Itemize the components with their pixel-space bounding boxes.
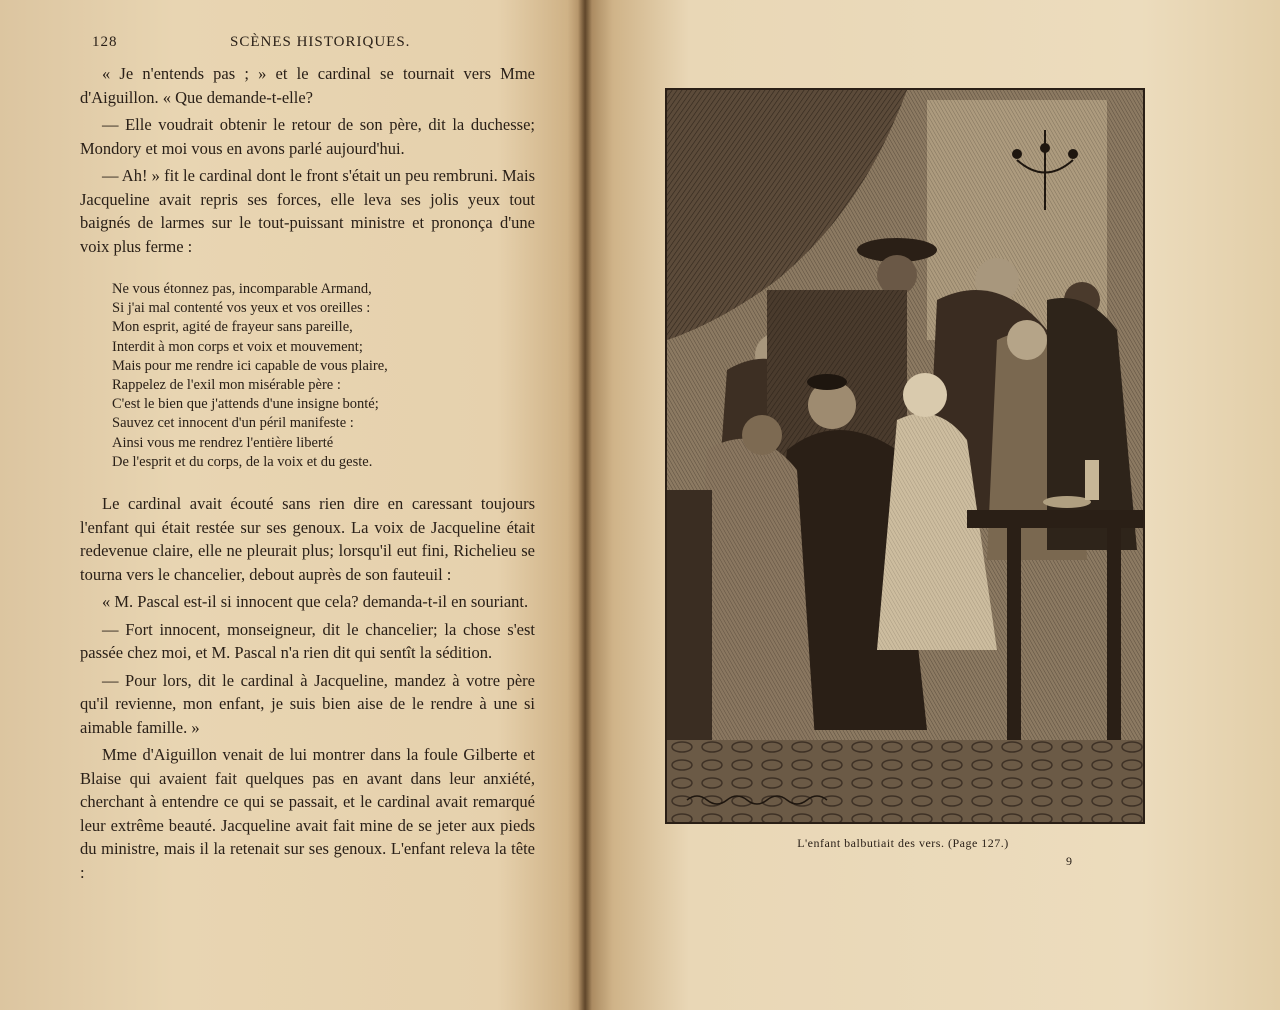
verse-line: Interdit à mon corps et voix et mouvement; <box>112 338 363 355</box>
left-page <box>0 0 585 1010</box>
paragraph: Le cardinal avait écouté sans rien dire en caressant toujours l'enfant qui était restée sur ses genoux. La voix de Jacqueline était redevenue claire, elle ne pleurait plus; lorsqu'il eut fini, Richelieu se tourna vers le chancelier, debout auprès de son fauteuil : <box>80 494 535 584</box>
engraving-drawing <box>667 90 1143 822</box>
verse-block <box>112 280 535 472</box>
paragraph: — Fort innocent, monseigneur, dit le chancelier; la chose s'est passée chez moi, et M. Pascal n'a rien dit qui sentît la sédition. <box>80 619 535 663</box>
illustration-caption: L'enfant balbutiait des vers. (Page 127.) <box>797 836 1009 850</box>
verse-line: Ainsi vous me rendrez l'entière liberté <box>112 434 334 451</box>
paragraph: — Ah! » fit le cardinal dont le front s'était un peu rembruni. Mais Jacqueline avait repris ses forces, elle leva ses jolis yeux tout baignés de larmes sur le tout-puissant ministre et prononça d'une voix plus ferme : <box>80 166 535 256</box>
verse-line: C'est le bien que j'attends d'une insigne bonté; <box>112 396 379 413</box>
page-number: 128 <box>92 34 118 50</box>
verse-line: De l'esprit et du corps, de la voix et du geste. <box>112 453 373 470</box>
verse-line: Sauvez cet innocent d'un péril manifeste : <box>112 415 354 432</box>
verse-line: Si j'ai mal contenté vos yeux et vos oreilles : <box>112 300 371 317</box>
paragraph: Mme d'Aiguillon venait de lui montrer dans la foule Gilberte et Blaise qui avaient fait quelques pas en avant dans leur anxiété, cherchant à entendre ce qui se passait, et le cardinal avait remarqué leur extrême beauté. Jacqueline avait fait mine de se jeter aux pieds du ministre, mais il la retenait sur ses genoux. L'enfant releva la tête : <box>80 745 535 882</box>
book-gutter <box>578 0 592 1010</box>
verse-line: Mais pour me rendre ici capable de vous plaire, <box>112 357 388 374</box>
paragraph: — Pour lors, dit le cardinal à Jacqueline, mandez à votre père qu'il revienne, mon enfant, je suis bien aise de le rendre à une si aimable famille. » <box>80 670 535 737</box>
running-title: SCÈNES HISTORIQUES. <box>230 34 411 50</box>
running-head <box>92 34 532 56</box>
verse-line: Rappelez de l'exil mon misérable père : <box>112 377 341 394</box>
paragraph: « Je n'entends pas ; » et le cardinal se tournait vers Mme d'Aiguillon. « Que demande-t-elle? <box>80 64 535 107</box>
paragraph: — Elle voudrait obtenir le retour de son père, dit la duchesse; Mondory et moi vous en avons parlé aujourd'hui. <box>80 115 535 158</box>
body-text <box>80 62 535 884</box>
paragraph: « M. Pascal est-il si innocent que cela? demanda-t-il en souriant. <box>102 592 529 612</box>
signature-mark: 9 <box>1066 854 1072 868</box>
verse-line: Ne vous étonnez pas, incomparable Armand, <box>112 281 372 297</box>
verse-line: Mon esprit, agité de frayeur sans pareille, <box>112 319 353 336</box>
engraving-illustration <box>665 88 1145 824</box>
